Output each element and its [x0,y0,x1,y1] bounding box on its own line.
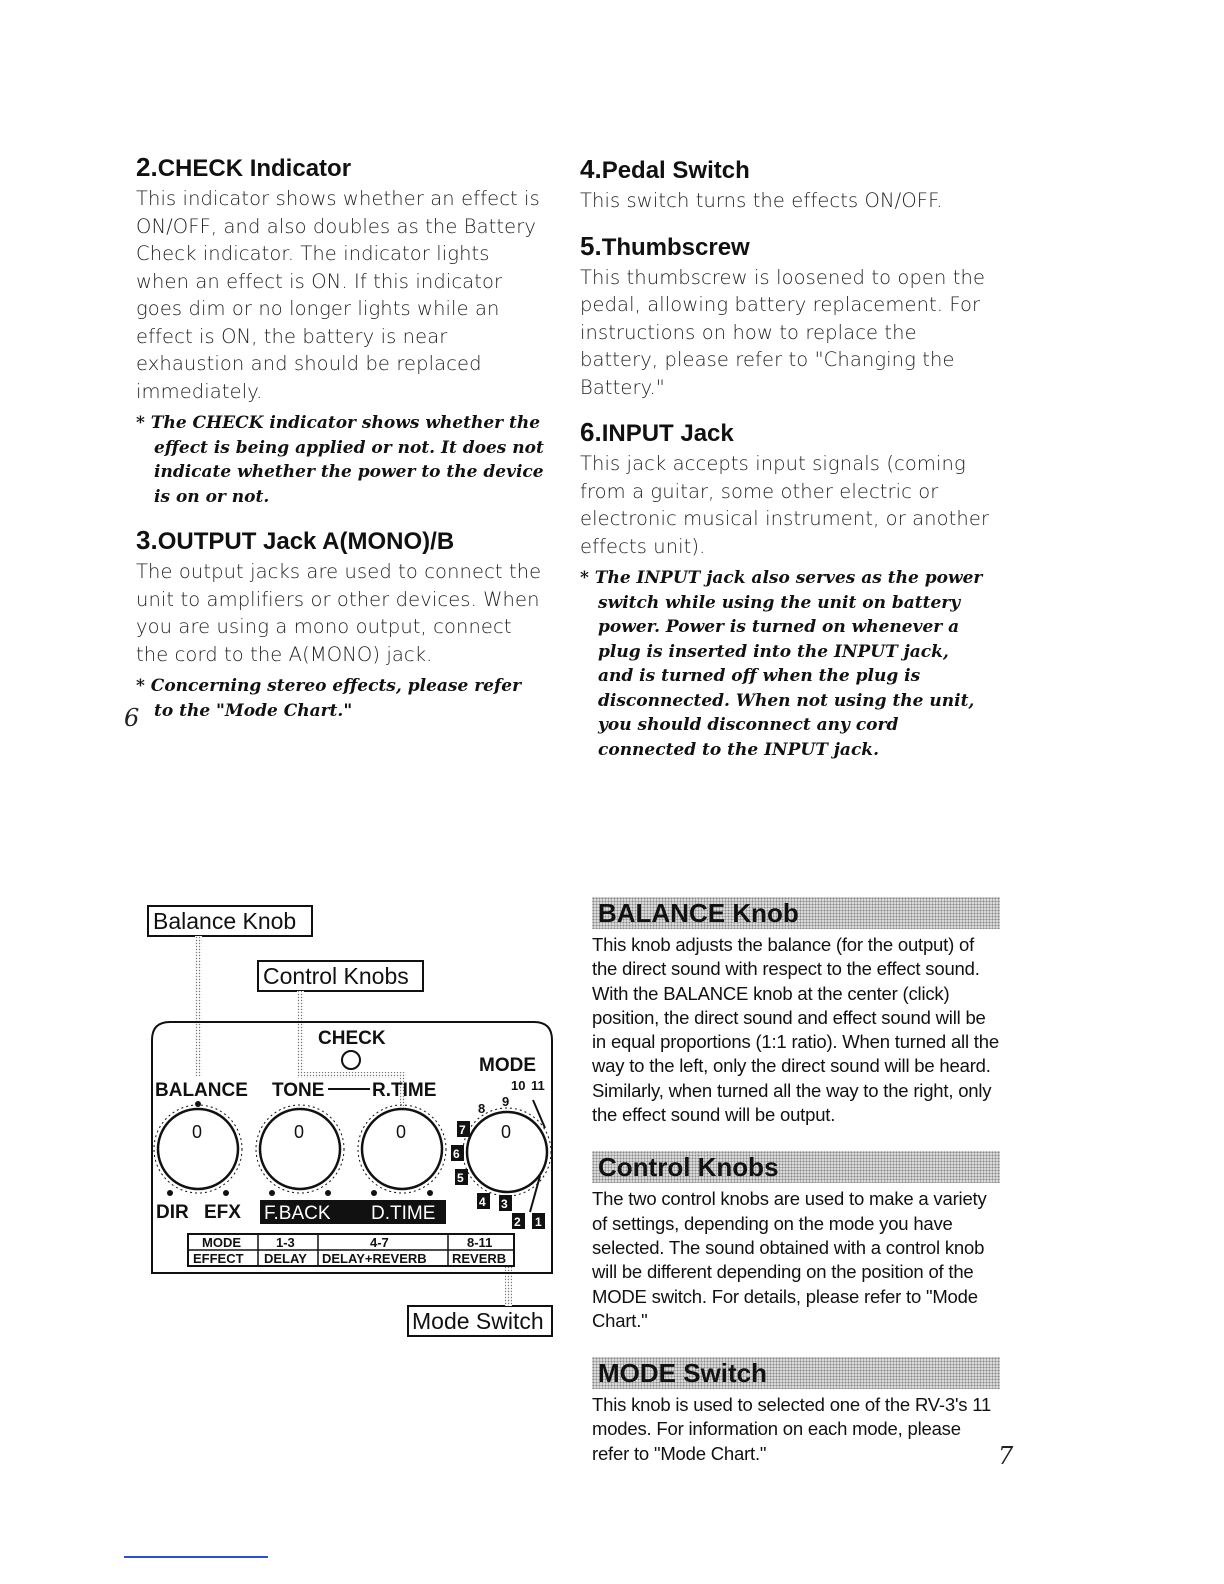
explanation-heading: Control Knobs [592,1151,1000,1183]
explanation-heading: BALANCE Knob [592,897,1000,929]
section-heading: 4.Pedal Switch [580,154,750,184]
section-note: * The CHECK indicator shows whether the effect is being applied or not. It does not indicate whether the power to the device is on or not. [136,413,544,507]
leader-control [297,991,304,1077]
knob-zero-label: 0 [501,1122,512,1142]
leader-control-horizontal [297,1072,405,1078]
knob-zero-label: 0 [192,1122,203,1142]
label-check: CHECK [318,1028,386,1049]
svg-text:1: 1 [535,1215,542,1229]
svg-text:9: 9 [502,1094,510,1109]
section-body: This thumbscrew is loosened to open the pedal, allowing battery replacement. For instructions on how to replace the battery, please refer to "Changing the Battery." [580,265,986,399]
svg-text:DELAY+REVERB: DELAY+REVERB [322,1251,427,1266]
explanation-body: This knob adjusts the balance (for the output) of the direct sound with respect to the effect sound. With the BALANCE knob at the center (click) position, the direct sound and effect sound will be in equal proportions (1:1 ratio). When turned all the way to the left, only the direct sound will be heard. Similarly, when turned all the way to the right, only the effect sound will be output. [592,934,999,1126]
explanation-body: This knob is used to selected one of the RV-3's 11 modes. For information on each mode, please refer to "Mode Chart." [592,1394,992,1464]
explanation-control-knobs [592,1151,1000,1333]
check-indicator-icon [342,1051,360,1069]
label-efx: EFX [204,1202,241,1223]
label-mode: MODE [479,1055,536,1076]
section-note: * The INPUT jack also serves as the power switch while using the unit on battery power. Power is turned on whenever a plug is inserted into the INPUT jack, and is turned off when the plug is disconnected. When not using the unit, you should disconnect any cord connected to the INPUT jack. [580,568,983,760]
section-note: * Concerning stereo effects, please refer to the "Mode Chart." [136,676,522,721]
svg-text:10: 10 [511,1078,526,1093]
svg-text:5: 5 [457,1171,464,1185]
section-body: The output jacks are used to connect the unit to amplifiers or other devices. When you are using a mono output, connect the cord to the A(MONO) jack. [136,560,542,666]
explanations-column [592,897,1000,1490]
section-heading: 5.Thumbscrew [580,230,750,261]
knob-range-dots [167,1190,433,1196]
explanation-body: The two control knobs are used to make a variety of settings, depending on the mode you have selected. The sound obtained with a control knob will be different depending on the position of the MODE switch. For details, please refer to "Mode Chart." [592,1188,987,1331]
label-rtime: R.TIME [372,1080,437,1101]
section-heading: 2.CHECK Indicator [136,152,352,182]
page-number-right: 7 [998,1442,1014,1470]
label-tone: TONE [272,1080,325,1101]
leader-balance [195,936,202,1076]
page-number-left: 6 [124,704,140,732]
svg-text:3: 3 [501,1197,508,1211]
label-balance: BALANCE [155,1080,248,1101]
rtime-knob[interactable] [358,1105,446,1193]
svg-text:1-3: 1-3 [276,1235,295,1250]
callout-balance-label: Balance Knob [153,908,297,934]
balance-knob[interactable] [154,1101,242,1193]
explanation-heading: MODE Switch [592,1357,1000,1389]
section-body: This indicator shows whether an effect is ON/OFF, and also doubles as the Battery Check indicator. The indicator lights when an effect is ON. If this indicator goes dim or no longer lights while an effect is ON, the battery is near exhaustion and should be replaced immediately. [136,187,540,403]
section-heading: 6.INPUT Jack [580,417,734,447]
svg-text:DELAY: DELAY [264,1251,307,1266]
callout-mode-switch [408,1306,552,1336]
callout-control-label: Control Knobs [263,963,409,989]
svg-text:EFFECT: EFFECT [193,1251,244,1266]
callout-control-knobs [258,961,423,991]
section-heading: 3.OUTPUT Jack A(MONO)/B [136,525,455,555]
explanation-mode-switch [592,1357,1000,1466]
svg-text:8-11: 8-11 [467,1235,493,1250]
svg-text:4: 4 [479,1195,486,1209]
label-dir: DIR [156,1202,189,1223]
explanation-balance-knob [592,897,1000,1127]
bottom-rule [124,1556,268,1558]
svg-text:8: 8 [478,1101,486,1116]
label-fback: F.BACK [264,1203,331,1224]
svg-text:11: 11 [531,1078,545,1093]
svg-text:4-7: 4-7 [370,1235,389,1250]
svg-text:7: 7 [459,1123,466,1137]
svg-text:6: 6 [453,1147,460,1161]
svg-text:MODE: MODE [202,1235,241,1250]
knob-zero-label: 0 [396,1122,407,1142]
mode-table [188,1234,514,1266]
knob-zero-label: 0 [294,1122,305,1142]
section-body: This switch turns the effects ON/OFF. [580,189,943,212]
svg-text:2: 2 [514,1215,521,1229]
section-body: This jack accepts input signals (coming from a guitar, some other electric or electronic musical instrument, or another effects unit). [580,452,990,558]
svg-text:REVERB: REVERB [452,1251,507,1266]
tone-knob[interactable] [256,1105,344,1193]
callout-mode-label: Mode Switch [412,1308,544,1334]
label-dtime: D.TIME [371,1203,436,1224]
callout-balance-knob [148,906,312,936]
